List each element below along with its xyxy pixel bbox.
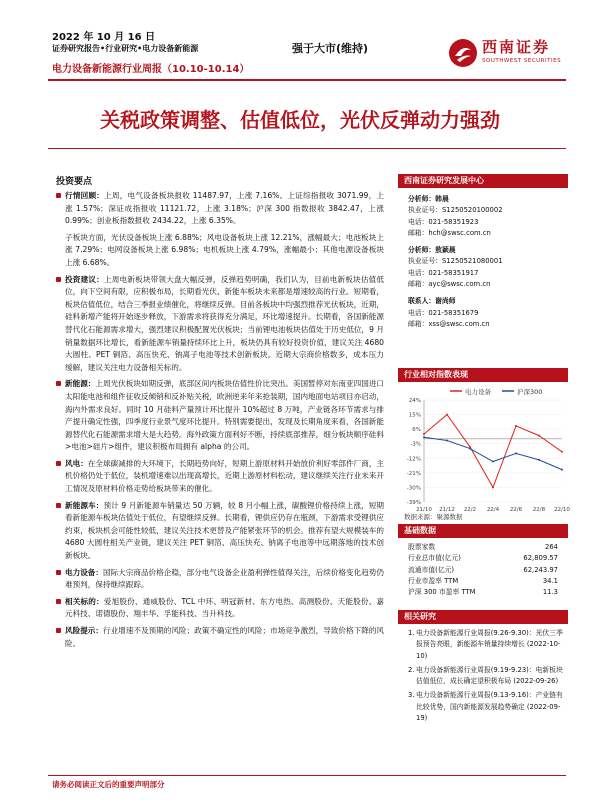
key-point-lead: 电力设备： (65, 567, 103, 577)
x-tick-label: 21/10 (416, 507, 432, 513)
basic-data-key: 行业市盈率 TTM (408, 576, 459, 585)
basic-data-row (408, 576, 568, 587)
series-point-1 (515, 452, 517, 454)
report-title: 关税政策调整、估值低位，光伏反弹动力强劲 (100, 108, 500, 132)
key-point-text: 爱旭股份、通威股份、TCL 中环、明冠新材、东方电热、高测股份、天能股份、嘉元科技、诺德股份、翔丰华、孚能科技、当升科技。 (65, 596, 384, 619)
y-tick-label: 15% (408, 412, 421, 419)
basic-data-value: 34.1 (542, 576, 558, 585)
series-point-0 (561, 451, 563, 453)
analyst-role: 联系人：谢尚师 (408, 297, 456, 306)
y-tick-label: 24% (408, 398, 421, 404)
key-point-lead: 新能源车： (65, 500, 104, 510)
analyst-role: 分析师：敖颖晨 (408, 246, 456, 255)
series-point-0 (492, 486, 494, 488)
key-points-body (56, 190, 384, 654)
bullet-square-icon (56, 381, 61, 386)
basic-data-key: 行业总市值(亿元) (408, 554, 461, 563)
key-point-paragraph (56, 625, 384, 650)
basic-data-key: 沪深 300 市盈率 TTM (408, 588, 476, 597)
key-point-paragraph (56, 458, 384, 496)
y-tick-label: -3% (410, 441, 421, 448)
disclaimer-note: 请务必阅读正文后的重要声明部分 (52, 780, 165, 789)
key-point-text: 上周光伏板块如期反弹，底部区间内板块估值性价比突出。美国暂停对东南亚四国进口太阳能电池和组件征收反倾销和反补贴关税，欧洲逆来年来抢装期，国内地面电站项目亦启动，海内外需求良好。同时 10 月硅料产量预计环比提升 10%超过 8 万吨，产业链各环节需求与排产提升确定性强，四季度行业景气度环比提升。特别需要提出，发现及长期角度来看，各国新能源替代化石能源需求增大是大趋势。海外政策方面利好不断，持续底部推荐，细分板块顺序硅料>电池>硅片>组件，建议积极布局拥有 alpha 的公司。 (65, 379, 385, 452)
series-point-1 (469, 448, 471, 450)
key-point-paragraph (56, 274, 384, 375)
basic-data-key: 股票家数 (408, 543, 436, 551)
analyst-panel-heading: 西南证券研究发展中心 (398, 174, 568, 188)
bullet-square-icon (56, 193, 61, 198)
analyst-phone: 电话：021-58351917 (408, 268, 479, 277)
basic-data-panel (398, 524, 568, 598)
analyst-phone: 电话：021-58351679 (408, 308, 479, 317)
series-point-1 (446, 439, 448, 441)
company-logo (448, 36, 568, 76)
analyst-role: 分析师：韩晨 (408, 195, 449, 203)
y-tick-label: -21% (406, 470, 421, 477)
x-tick-label: 22/4 (486, 507, 500, 513)
performance-chart-svg (398, 382, 568, 522)
legend-label-index: 沪深300 (517, 388, 543, 396)
key-point-paragraph (56, 378, 384, 454)
x-tick-label: 22/6 (509, 507, 523, 513)
report-date: 2022 年 10 月 16 日 (52, 32, 156, 43)
bullet-square-icon (56, 628, 61, 633)
y-tick-label: -39% (406, 500, 421, 506)
bullet-square-icon (56, 599, 61, 604)
series-line-1 (424, 437, 562, 469)
key-point-text: 子板块方面，光伏设备板块上涨 6.88%；风电设备板块上涨 12.21%，涨幅最大；电池板块上涨 7.29%；电网设备板块上涨 6.98%；电机板块上涨 4.79%，涨幅最小；其他电源设备板块上涨 6.68%。 (65, 232, 384, 267)
key-point-lead: 风电： (65, 458, 88, 468)
analyst-email: 邮箱：ayc@swsc.com.cn (408, 280, 491, 289)
bullet-square-icon (56, 503, 61, 508)
series-point-0 (515, 425, 517, 427)
series-point-0 (538, 435, 540, 437)
key-point-paragraph (56, 500, 384, 563)
y-tick-label: -30% (406, 485, 421, 492)
basic-data-value: 62,243.97 (523, 565, 558, 574)
key-point-paragraph (56, 596, 384, 621)
report-series: 证券研究报告•行业研究•电力设备新能源 (52, 44, 199, 53)
key-point-text: 上周，电气设备板块报收 11487.97，上涨 7.16%。上证综指报收 3071.99，上涨 1.57%；深证成指报收 11121.72，上涨 3.18%；沪深 300 指数报收 3842.47，上涨 0.99%；创业板指数报收 2434.22，上涨 6.35%。 (65, 191, 385, 226)
analyst-email: 邮箱：xss@swsc.com.cn (408, 319, 490, 328)
x-tick-label: 21/12 (439, 507, 455, 513)
key-point-paragraph (56, 567, 384, 592)
basic-data-row (408, 542, 568, 553)
related-research-text: 电力设备新能源行业周报(9.13-9.16)：产业链有比较优势，国内新能源发展趋势确定 (2022-09-19) (416, 691, 563, 723)
basic-data-value: 11.3 (542, 588, 558, 597)
analyst-phone: 电话：021-58351923 (408, 217, 479, 226)
report-subject: 电力设备新能源行业周报（10.10-10.14） (52, 64, 250, 75)
key-point-text: 国际大宗商品价格企稳，部分电气设备企业盈利弹性值得关注，后续价格变化趋势仍难预判，保持继续跟踪。 (65, 567, 385, 590)
related-research-text: 电力设备新能源行业周报(9.26-9.30)：光伏三季报预告亮眼，新能源车销量持续增长 (2022-10-10) (416, 629, 563, 660)
x-tick-label: 22/2 (463, 507, 477, 513)
key-point-lead: 相关标的： (65, 596, 104, 606)
related-research-heading: 相关研究 (398, 610, 568, 624)
rating-label: 强于大市(维持) (292, 42, 369, 55)
basic-data-key: 流通市值(亿元) (408, 565, 455, 574)
y-tick-label: 6% (412, 427, 421, 434)
performance-panel (398, 368, 568, 522)
logo-name-en: SOUTHWEST SECURITIES (482, 58, 562, 64)
series-point-1 (423, 436, 425, 438)
analyst-email: 邮箱：hch@swsc.com.cn (408, 228, 491, 237)
key-point-paragraph (56, 190, 384, 228)
y-tick-label: -12% (406, 456, 421, 463)
analyst-cert: 执业证号：S1250520100002 (408, 206, 503, 215)
basic-data-value: 264 (545, 543, 558, 551)
performance-heading: 行业相对指数表现 (398, 368, 568, 382)
related-research-item (408, 690, 564, 724)
related-research-number: 3. (408, 691, 415, 700)
key-point-lead: 风险提示： (65, 626, 103, 635)
series-point-0 (423, 433, 425, 435)
x-tick-label: 22/8 (532, 507, 546, 513)
key-points-heading: 投资要点 (56, 177, 93, 187)
basic-data-table (398, 542, 568, 598)
related-research-number: 2. (408, 665, 415, 674)
related-research-panel (398, 610, 568, 727)
key-point-lead: 新能源： (65, 379, 96, 389)
x-tick-label: 22/10 (554, 507, 570, 513)
bullet-square-icon (56, 461, 61, 466)
key-point-text: 行业增速不及预期的风险；政策不确定性的风险；市场竞争激烈，导致价格下降的风险。 (65, 626, 385, 648)
bullet-square-icon (56, 570, 61, 575)
analyst-list (398, 194, 568, 330)
key-point-lead: 投资建议： (65, 274, 104, 284)
key-point-text: 预计 9 月新能源车销量达 50 万辆，较 8 月小幅上涨，碳酸锂价格持续上涨，短期看新能源车板块估值处于低位，有望继续反弹。长期看，锂供应仍存在瓶颈，下游需求受锂供应约束，板块机会可能性较低，建议关注技术更替及产能紧张环节的机会。推荐有望大规模装车的 4680 大圆柱相关产业链，建议关注 PET 铜箔、高压快充、钠离子电池等中远期落地的技术创新板块。 (65, 500, 385, 561)
logo-emblem-icon (448, 38, 478, 68)
related-research-item (408, 628, 564, 662)
chart-source-note: 数据来源：聚源数据 (404, 513, 463, 521)
footer-divider (48, 775, 566, 776)
basic-data-row (408, 553, 568, 564)
title-divider (48, 148, 566, 149)
key-point-lead: 行情回顾： (65, 191, 105, 200)
analyst-cert: 执业证号：S1250521080001 (408, 257, 503, 266)
performance-chart (398, 382, 568, 522)
basic-data-row (408, 565, 568, 576)
series-point-1 (492, 461, 494, 463)
series-point-1 (538, 459, 540, 461)
related-research-list (398, 628, 568, 724)
related-research-number: 1. (408, 629, 415, 637)
key-point-paragraph (65, 232, 384, 270)
analyst-panel (398, 174, 568, 330)
header-divider (48, 79, 566, 81)
series-point-1 (561, 469, 563, 471)
key-point-text: 上周电新板块带领大盘大幅反弹，反弹趋势明确，我们认为，目前电新板块估值低位，向下空间有限，应积极布局，长期看光伏、新能车板块未来都是增速较高的行业。短期看，板块估值低位，结合三季报业绩催化，将继续反弹。目前各板块中均强烈推荐光伏板块，近期，硅料新增产能将开始逐步释放，下游需求将获得充分满足，环比增速提升。长期看，各国新能源替代化石能源需求增大，强烈建议积极配置光伏板块；当前锂电池板块估值处于历史低位，9 月销量数据环比增长，看新能源车销量持续环比上升，板块仍具有较好投资价值，建议关注 4680 大圆柱、PET 铜箔、高压快充、钠离子电池等技术创新板块。近期大宗商价格数多，成本压力缓解，建议关注电力设备相关标的。 (65, 274, 385, 372)
related-research-text: 电力设备新能源行业周报(9.19-9.23)：电新板块估值低位，成长确定望积极布局 (2022-09-26) (416, 665, 563, 686)
legend-label-sector: 电力设备 (465, 388, 491, 396)
basic-data-heading: 基础数据 (398, 524, 568, 538)
related-research-item (408, 665, 564, 688)
basic-data-row (408, 587, 568, 598)
key-point-text: 在全球碳减排的大环境下，长期趋势向好，短期上游原材料开始放价利好零部件厂商，主机价格仍处于低位，装机增速难以出现高增长，近期上游原材料松动，建议继续关注行业未来开工情况及原材料价格走势给板块带来的催化。 (65, 458, 385, 494)
basic-data-value: 62,809.57 (523, 554, 558, 563)
series-line-0 (424, 415, 562, 488)
logo-name-cn: 西南证券 (482, 38, 551, 56)
series-point-0 (446, 414, 448, 416)
bullet-square-icon (56, 277, 61, 282)
